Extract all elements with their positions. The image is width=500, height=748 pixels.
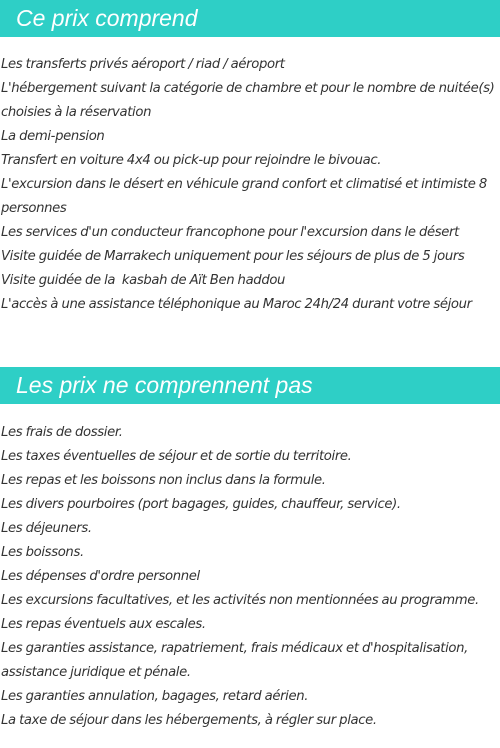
list-item: Les garanties assistance, rapatriement, frais médicaux et d'hospitalisation, assistance juridique et pénale.	[1, 641, 472, 680]
list-item: Les déjeuners.	[1, 521, 92, 536]
list-item: Les boissons.	[1, 545, 84, 560]
list-item: Les taxes éventuelles de séjour et de sortie du territoire.	[1, 449, 352, 464]
list-item: Transfert en voiture 4x4 ou pick-up pour rejoindre le bivouac.	[1, 153, 382, 168]
list-item: Visite guidée de Marrakech uniquement pour les séjours de plus de 5 jours	[1, 249, 465, 264]
list-item: Les repas éventuels aux escales.	[1, 617, 206, 632]
list-item: Les dépenses d'ordre personnel	[1, 569, 200, 584]
list-item: Les frais de dossier.	[1, 425, 123, 440]
list-item: L'hébergement suivant la catégorie de chambre et pour le nombre de nuitée(s) choisies à la réservation	[1, 81, 498, 120]
list-item: La taxe de séjour dans les hébergements, à régler sur place.	[1, 713, 377, 728]
list-item: Les transferts privés aéroport / riad / aéroport	[1, 57, 285, 72]
list-item: Visite guidée de la kasbah de Aït Ben haddou	[1, 273, 286, 288]
included-list	[0, 53, 500, 317]
list-item: Les services d'un conducteur francophone pour l'excursion dans le désert	[1, 225, 459, 240]
list-item: La demi-pension	[1, 129, 105, 144]
list-item: Les repas et les boissons non inclus dans la formule.	[1, 473, 326, 488]
excluded-list	[0, 421, 500, 733]
list-item: Les excursions facultatives, et les activités non mentionnées au programme.	[1, 593, 479, 608]
included-section-title: Ce prix comprend	[0, 0, 500, 37]
list-item: Les garanties annulation, bagages, retard aérien.	[1, 689, 309, 704]
list-item: Les divers pourboires (port bagages, guides, chauffeur, service).	[1, 497, 401, 512]
excluded-section-title: Les prix ne comprennent pas	[0, 367, 500, 404]
list-item: L'accès à une assistance téléphonique au Maroc 24h/24 durant votre séjour	[1, 297, 472, 312]
list-item: L'excursion dans le désert en véhicule grand confort et climatisé et intimiste 8 personnes	[1, 177, 491, 216]
